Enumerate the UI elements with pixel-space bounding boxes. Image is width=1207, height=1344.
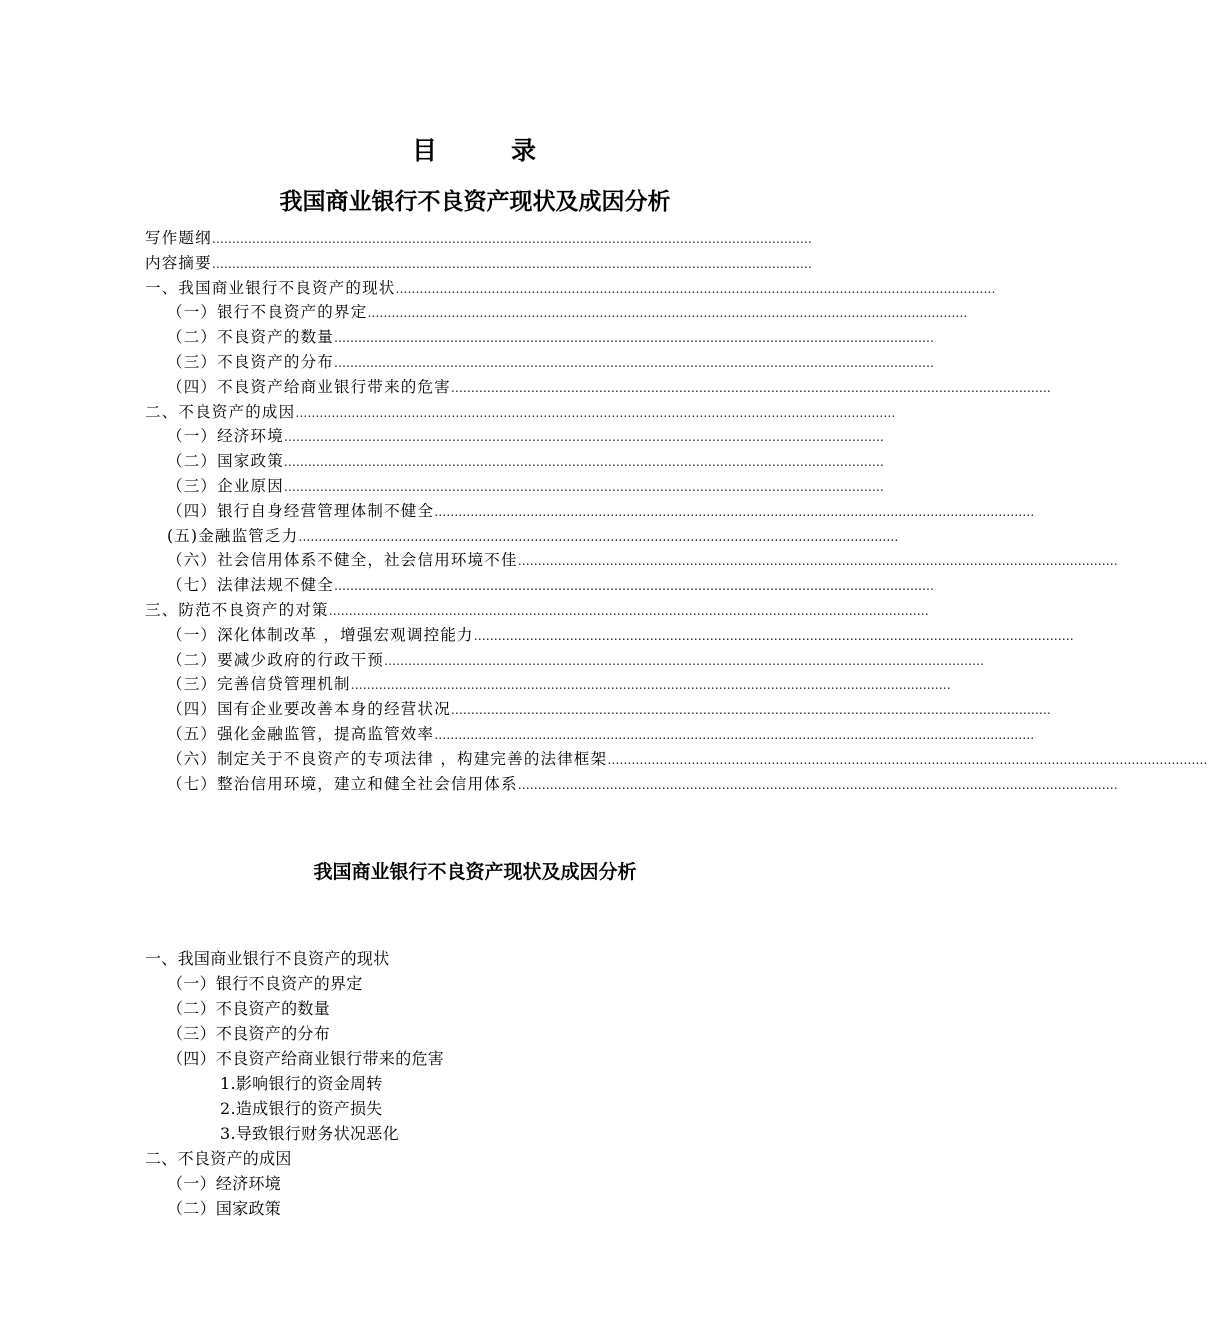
toc-entry[interactable] — [145, 325, 935, 350]
outline-item: （二）不良资产的数量 — [167, 999, 331, 1018]
toc-entry[interactable] — [145, 598, 929, 623]
toc-dot-leader: …………………………………………………………………………………………………………………………………… — [295, 405, 896, 420]
toc-entry-label: 一、我国商业银行不良资产的现状 — [145, 278, 396, 297]
toc-dot-leader: …………………………………………………………………………………………………………………………………… — [283, 479, 884, 494]
toc-dot-leader: …………………………………………………………………………………………………………………………………… — [211, 256, 812, 271]
toc-dot-leader: …………………………………………………………………………………………………………………………………… — [450, 703, 1051, 718]
toc-entry-label: （三）企业原因 — [167, 476, 284, 495]
toc-dot-leader: …………………………………………………………………………………………………………………………………… — [283, 430, 884, 445]
body-document-title: 我国商业银行不良资产现状及成因分析 — [313, 861, 637, 883]
table-of-contents — [145, 226, 1207, 796]
outline-item: （一）银行不良资产的界定 — [167, 974, 363, 993]
toc-entry[interactable] — [145, 474, 884, 499]
toc-entry[interactable] — [145, 251, 812, 276]
toc-heading-right: 录 — [511, 136, 539, 165]
toc-entry-label: （六）制定关于不良资产的专项法律 ，构建完善的法律框架 — [167, 749, 608, 768]
toc-dot-leader: …………………………………………………………………………………………………………………………………… — [350, 678, 951, 693]
toc-entry[interactable] — [145, 449, 884, 474]
toc-entry[interactable] — [145, 350, 935, 375]
toc-entry-label: 写作题纲 — [145, 229, 212, 247]
toc-entry-label: （二）不良资产的数量 — [167, 328, 335, 347]
outline-item: 2.造成银行的资产损失 — [220, 1099, 383, 1118]
toc-document-title: 我国商业银行不良资产现状及成因分析 — [279, 189, 671, 215]
outline-item: 1.影响银行的资金周转 — [220, 1074, 383, 1093]
toc-dot-leader: …………………………………………………………………………………………………………………………………… — [334, 579, 935, 594]
toc-dot-leader: …………………………………………………………………………………………………………………………………… — [334, 355, 935, 370]
toc-dot-leader: …………………………………………………………………………………………………………………………………… — [334, 331, 935, 346]
outline-item: （二）国家政策 — [167, 1199, 282, 1218]
toc-entry-label: （五）强化金融监管，提高监管效率 — [167, 724, 435, 743]
toc-entry-label: 内容摘要 — [145, 253, 212, 272]
toc-entry-label: （六）社会信用体系不健全，社会信用环境不佳 — [167, 551, 518, 570]
toc-entry[interactable] — [145, 548, 1118, 573]
outline-item: （一）经济环境 — [167, 1174, 282, 1193]
toc-entry-label: （七）整治信用环境，建立和健全社会信用体系 — [167, 774, 518, 793]
toc-entry[interactable] — [145, 400, 896, 425]
toc-entry[interactable] — [145, 722, 1035, 747]
toc-dot-leader: …………………………………………………………………………………………………………………………………… — [517, 554, 1118, 569]
toc-dot-leader: …………………………………………………………………………………………………………………………………… — [473, 628, 1074, 643]
toc-entry-label: （一）深化体制改革 ，增强宏观调控能力 — [167, 625, 474, 644]
outline-item: 二、不良资产的成因 — [145, 1149, 292, 1168]
outline-item: （三）不良资产的分布 — [167, 1024, 331, 1043]
toc-entry[interactable] — [145, 424, 884, 449]
toc-entry-label: (五)金融监管乏力 — [167, 526, 299, 545]
toc-entry[interactable] — [145, 226, 812, 251]
toc-dot-leader: …………………………………………………………………………………………………………………………………… — [450, 380, 1051, 395]
toc-dot-leader: …………………………………………………………………………………………………………………………………… — [434, 727, 1035, 742]
toc-dot-leader: …………………………………………………………………………………………………………………………………… — [384, 653, 985, 668]
toc-entry[interactable] — [145, 524, 899, 549]
toc-entry-label: （四）国有企业要改善本身的经营状况 — [167, 700, 451, 719]
toc-entry[interactable] — [145, 499, 1035, 524]
toc-entry-label: （二）国家政策 — [167, 452, 284, 471]
body-outline — [145, 946, 444, 1221]
toc-dot-leader: …………………………………………………………………………………………………………………………………… — [517, 777, 1118, 792]
outline-item: 一、我国商业银行不良资产的现状 — [145, 949, 390, 968]
toc-entry[interactable] — [145, 300, 968, 325]
toc-entry-label: （二）要减少政府的行政干预 — [167, 650, 385, 669]
toc-entry-label: （四）不良资产给商业银行带来的危害 — [167, 377, 451, 396]
toc-entry[interactable] — [145, 623, 1074, 648]
toc-entry[interactable] — [145, 276, 996, 301]
toc-entry-label: 三、防范不良资产的对策 — [145, 600, 329, 619]
toc-entry-label: （一）银行不良资产的界定 — [167, 303, 368, 322]
toc-entry-label: （四）银行自身经营管理体制不健全 — [167, 501, 435, 520]
toc-heading — [0, 133, 950, 169]
toc-entry-label: （三）不良资产的分布 — [167, 352, 335, 371]
toc-entry[interactable] — [145, 772, 1118, 797]
outline-item: （四）不良资产给商业银行带来的危害 — [167, 1049, 445, 1068]
toc-dot-leader: …………………………………………………………………………………………………………………………………… — [298, 529, 899, 544]
toc-entry-label: （三）完善信贷管理机制 — [167, 675, 351, 694]
toc-dot-leader: …………………………………………………………………………………………………………………………………… — [607, 752, 1207, 767]
toc-entry-label: （一）经济环境 — [167, 427, 284, 446]
toc-entry[interactable] — [145, 747, 1207, 772]
toc-heading-left: 目 — [411, 136, 439, 165]
toc-dot-leader: …………………………………………………………………………………………………………………………………… — [367, 306, 968, 321]
toc-entry[interactable] — [145, 573, 935, 598]
toc-dot-leader: …………………………………………………………………………………………………………………………………… — [211, 232, 812, 246]
toc-dot-leader: …………………………………………………………………………………………………………………………………… — [434, 504, 1035, 519]
outline-item: 3.导致银行财务状况恶化 — [220, 1124, 399, 1143]
toc-entry[interactable] — [145, 672, 951, 697]
toc-dot-leader: …………………………………………………………………………………………………………………………………… — [395, 281, 996, 296]
toc-dot-leader: …………………………………………………………………………………………………………………………………… — [283, 455, 884, 470]
toc-entry-label: 二、不良资产的成因 — [145, 402, 296, 421]
toc-entry[interactable] — [145, 697, 1051, 722]
toc-entry[interactable] — [145, 375, 1051, 400]
toc-dot-leader: …………………………………………………………………………………………………………………………………… — [328, 603, 929, 618]
toc-entry-label: （七）法律法规不健全 — [167, 576, 335, 595]
toc-entry[interactable] — [145, 648, 985, 673]
